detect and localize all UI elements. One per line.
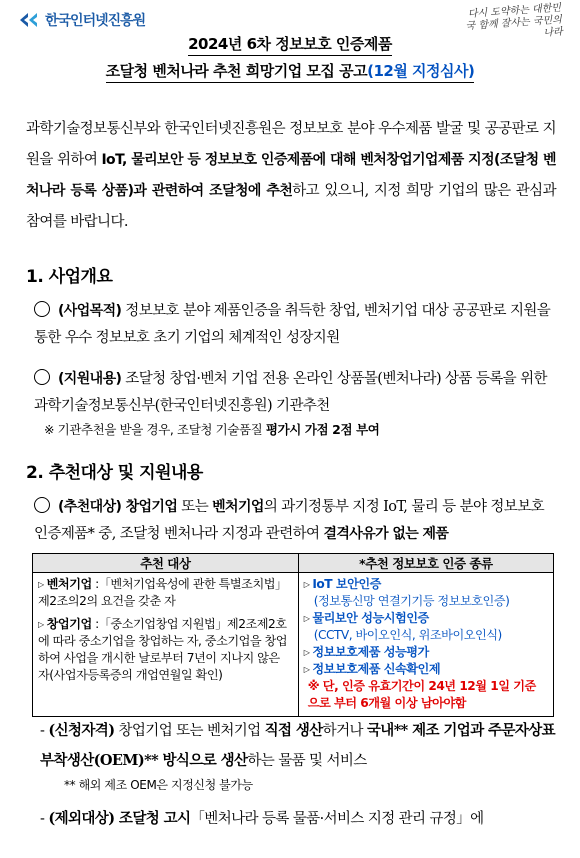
section1-item-purpose: (사업목적) 정보보호 분야 제품인증을 취득한 창업, 벤처기업 대상 공공판로 지원을 통한 우수 정보보호 초기 기업의 체계적인 성장지원: [34, 303, 551, 346]
criteria-table: [32, 553, 554, 717]
cert-item-iot: ▷ IoT 보안인증: [303, 577, 381, 591]
dash-bullet: -: [40, 723, 49, 739]
cert-item-physical-desc: (CCTV, 바이오인식, 위조바이오인식): [313, 628, 502, 642]
cert-item-physical: ▷ 물리보안 성능시험인증: [303, 611, 429, 625]
startup-definition: ▷ 창업기업 :「중소기업창업 지원법」제2조제2호에 따라 중소기업을 창업하는 자, 중소기업을 창업하여 사업을 개시한 날로부터 7년이 지나지 않은 자(사업자등록증의 개업연월일 확인): [38, 617, 288, 682]
venture-definition: ▷ 벤처기업 :「벤처기업육성에 관한 특별조치법」제2조의2의 요건을 갖춘 자: [38, 577, 287, 608]
page-title-line1: 2024년 6차 정보보호 인증제품: [0, 33, 580, 54]
triangle-bullet-icon: ▷: [38, 580, 44, 589]
section2-heading: 2. 추천대상 및 지원내용: [26, 463, 203, 483]
section1-note: ※ 기관추천을 받을 경우, 조달청 기술품질 평가시 가점 2점 부여: [44, 422, 380, 437]
table-cell-certs: [298, 573, 553, 717]
eligibility-item: - (신청자격) 창업기업 또는 벤처기업 직접 생산하거나 국내** 제조 기업과 주문자상표부착생산(OEM)** 방식으로 생산하는 물품 및 서비스: [40, 722, 556, 769]
cert-item-performance: ▷ 정보보호제품 성능평가: [303, 645, 429, 659]
org-logo: [18, 10, 145, 30]
triangle-bullet-icon: ▷: [303, 648, 310, 657]
cert-item-rapid: ▷ 정보보호제품 신속확인제: [303, 662, 441, 676]
page-title-line2: 조달청 벤처나라 추천 희망기업 모집 공고(12월 지정심사): [0, 60, 580, 81]
exclusion-item: - (제외대상) 조달청 고시「벤처나라 등록 물품·서비스 지정 관리 규정」에: [40, 810, 484, 827]
org-name: 한국인터넷진흥원: [45, 13, 146, 29]
intro-paragraph: 과학기술정보통신부와 한국인터넷진흥원은 정보보호 분야 우수제품 발굴 및 공공판로 지원을 위하여 IoT, 물리보안 등 정보보호 인증제품에 대해 벤처창업기업제품 지정(조달청 벤처나라 등록 상품)과 관련하여 조달청에 추천하고 있으니, 지정 희망 기업의 많은 관심과 참여를 바랍니다.: [26, 121, 556, 230]
section1-item-support: (지원내용) 조달청 창업·벤처 기업 전용 온라인 상품몰(벤처나라) 상품 등록을 위한 과학기술정보통신부(한국인터넷진흥원) 기관추천: [34, 371, 547, 414]
circle-bullet-icon: [34, 301, 50, 317]
triangle-bullet-icon: ▷: [38, 620, 44, 629]
table-cell-targets: [33, 573, 299, 717]
kisa-logo-icon: [18, 11, 40, 29]
triangle-bullet-icon: ▷: [303, 614, 310, 623]
dash-bullet: -: [40, 811, 49, 827]
circle-bullet-icon: [34, 497, 50, 513]
cert-item-iot-desc: (정보통신망 연결기기등 정보보호인증): [313, 594, 510, 608]
table-header-target: 추천 대상: [33, 554, 299, 573]
cert-validity-warning: ※ 단, 인증 유효기간이 24년 12월 1일 기준으로 부터 6개월 이상 남아야함: [307, 679, 536, 710]
table-header-cert: *추천 정보보호 인증 종류: [298, 554, 553, 573]
triangle-bullet-icon: ▷: [303, 665, 310, 674]
section2-item-target: (추천대상) 창업기업 또는 벤처기업의 과기정통부 지정 IoT, 물리 등 분야 정보보호 인증제품* 중, 조달청 벤처나라 지정과 관련하여 결격사유가 없는 제품: [34, 499, 545, 542]
eligibility-note: ** 해외 제조 OEM은 지정신청 불가능: [64, 778, 253, 792]
section1-heading: 1. 사업개요: [26, 267, 113, 287]
government-slogan: 다시 도약하는 대한민국 함께 잘사는 국민의 나라: [465, 2, 564, 39]
triangle-bullet-icon: ▷: [303, 580, 310, 589]
circle-bullet-icon: [34, 369, 50, 385]
